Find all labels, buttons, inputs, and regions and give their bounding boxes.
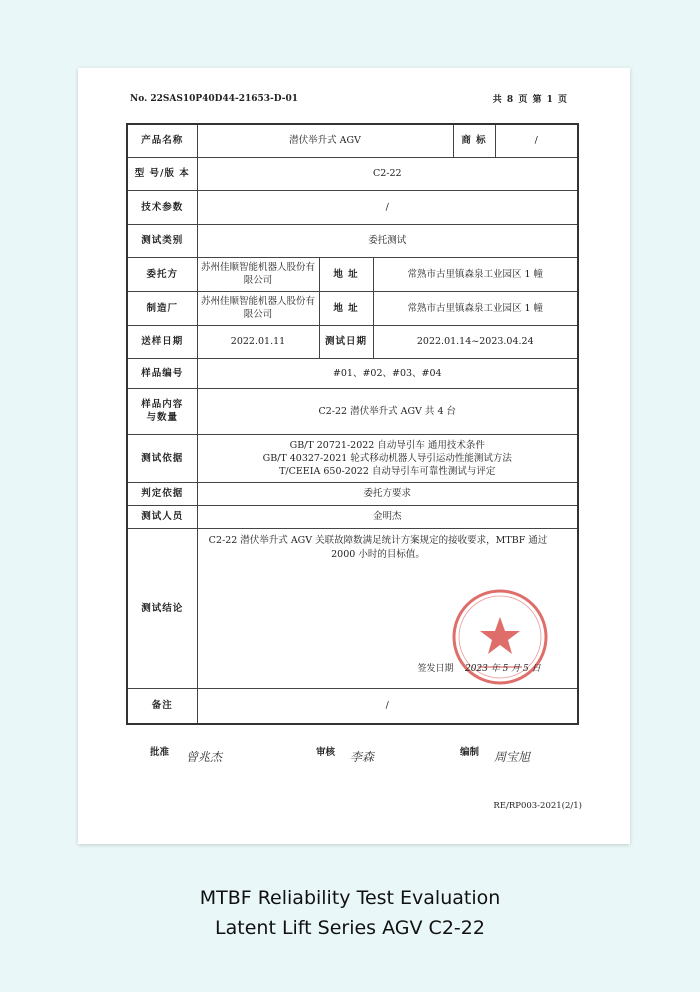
report-sheet — [78, 68, 630, 844]
sample-content-label-line1: 样品内容 — [141, 399, 184, 410]
compile-signature: 周宝旭 — [494, 750, 531, 764]
manufacturer-value: 苏州佳顺智能机器人股份有限公司 — [197, 291, 319, 325]
row-sample-content — [127, 388, 578, 434]
tech-params-value: / — [197, 190, 578, 224]
sample-date-value: 2022.01.11 — [197, 325, 319, 358]
test-category-value: 委托测试 — [197, 224, 578, 257]
tester-value: 金明杰 — [197, 505, 578, 528]
issue-date-value: 2023 年 5 月 5 日 — [464, 663, 541, 674]
form-code: RE/RP003-2021(2/1) — [493, 801, 582, 811]
model-value: C2-22 — [197, 157, 578, 190]
row-manufacturer — [127, 291, 578, 325]
review-signature: 李森 — [350, 750, 375, 764]
test-date-label: 测试日期 — [319, 325, 373, 358]
remarks-label: 备注 — [127, 688, 197, 724]
review-label: 审核 — [316, 747, 336, 758]
row-product-name — [127, 124, 578, 157]
test-basis-line-1: GB/T 20721-2022 自动导引车 通用技术条件 — [289, 439, 485, 451]
sample-content-value: C2-22 潜伏举升式 AGV 共 4 台 — [197, 388, 578, 434]
approve-signature: 曾兆杰 — [186, 750, 223, 764]
row-client — [127, 257, 578, 291]
tech-params-label: 技术参数 — [127, 190, 197, 224]
page-info: 共 8 页 第 1 页 — [492, 95, 568, 105]
client-label: 委托方 — [127, 257, 197, 291]
test-category-label: 测试类别 — [127, 224, 197, 257]
row-model — [127, 157, 578, 190]
row-test-category — [127, 224, 578, 257]
judgement-basis-value: 委托方要求 — [197, 482, 578, 505]
client-address-label: 地 址 — [319, 257, 373, 291]
test-basis-line-2: GB/T 40327-2021 轮式移动机器人导引运动性能测试方法 — [262, 452, 512, 464]
client-address-value: 常熟市古里镇森泉工业园区 1 幢 — [373, 257, 578, 291]
product-name-label: 产品名称 — [127, 124, 197, 157]
trademark-value: / — [495, 124, 578, 157]
row-conclusion — [127, 528, 578, 688]
conclusion-cell — [197, 528, 578, 688]
report-table — [126, 123, 579, 725]
product-name-value: 潜伏举升式 AGV — [197, 124, 453, 157]
judgement-basis-label: 判定依据 — [127, 482, 197, 505]
row-dates — [127, 325, 578, 358]
compile-label: 编制 — [460, 747, 480, 758]
client-value: 苏州佳顺智能机器人股份有限公司 — [197, 257, 319, 291]
manufacturer-address-label: 地 址 — [319, 291, 373, 325]
test-basis-line-3: T/CEEIA 650-2022 自动导引车可靠性测试与评定 — [279, 465, 496, 477]
doc-number: No. 22SAS10P40D44-21653-D-01 — [130, 94, 299, 104]
issue-date-label: 签发日期 — [417, 663, 454, 674]
row-remarks — [127, 688, 578, 724]
sample-date-label: 送样日期 — [127, 325, 197, 358]
manufacturer-address-value: 常熟市古里镇森泉工业园区 1 幢 — [373, 291, 578, 325]
manufacturer-label: 制造厂 — [127, 291, 197, 325]
conclusion-text: C2-22 潜伏举升式 AGV 关联故障数满足统计方案规定的接收要求，MTBF 通过 2000 小时的目标值。 — [208, 534, 548, 560]
row-judgement-basis — [127, 482, 578, 505]
caption-line-1: MTBF Reliability Test Evaluation — [199, 887, 501, 909]
tester-label: 测试人员 — [127, 505, 197, 528]
approve-label: 批准 — [150, 747, 170, 758]
remarks-value: / — [197, 688, 578, 724]
sample-id-value: #01、#02、#03、#04 — [197, 358, 578, 388]
conclusion-label: 测试结论 — [127, 528, 197, 688]
test-basis-value — [197, 434, 578, 482]
sample-id-label: 样品编号 — [127, 358, 197, 388]
trademark-label: 商 标 — [453, 124, 495, 157]
row-test-basis — [127, 434, 578, 482]
caption-line-2: Latent Lift Series AGV C2-22 — [215, 917, 485, 939]
row-sample-id — [127, 358, 578, 388]
model-label: 型 号/版 本 — [127, 157, 197, 190]
sample-content-label-line2: 与数量 — [146, 412, 178, 423]
test-basis-label: 测试依据 — [127, 434, 197, 482]
sample-content-label — [127, 388, 197, 434]
issue-date — [418, 663, 541, 676]
row-tester — [127, 505, 578, 528]
row-tech-params — [127, 190, 578, 224]
test-date-value: 2022.01.14~2023.04.24 — [373, 325, 578, 358]
